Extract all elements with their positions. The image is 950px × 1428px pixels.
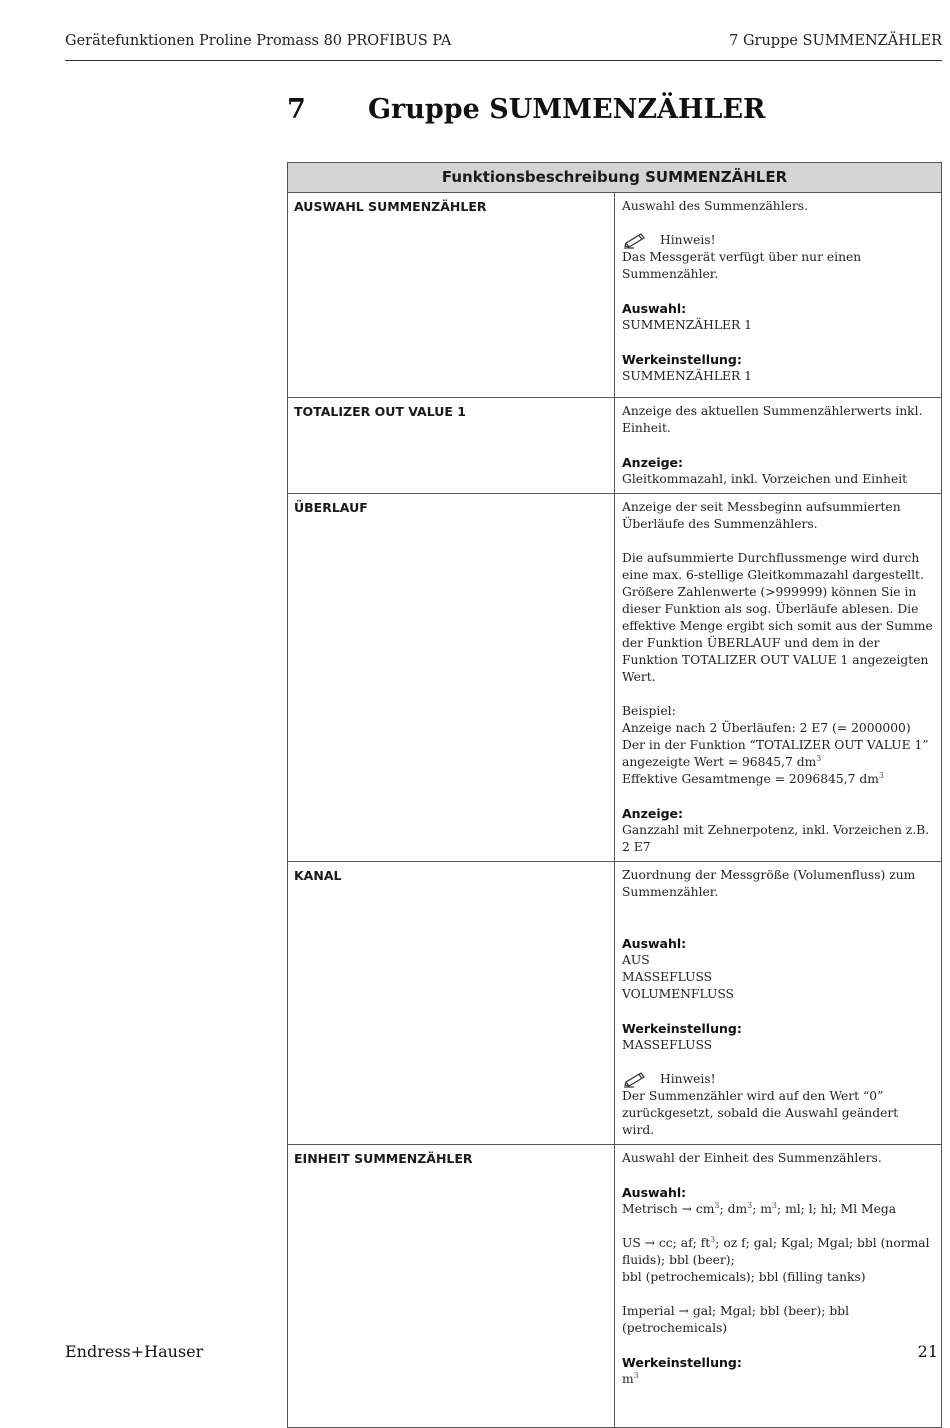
function-name-auswahl-summenzaehler: AUSWAHL SUMMENZÄHLER	[288, 193, 615, 398]
function-name-einheit-summenzaehler: EINHEIT SUMMENZÄHLER	[288, 1145, 615, 1428]
werkeinstellung-label: Werkeinstellung:	[622, 352, 742, 367]
werkeinstellung-value: SUMMENZÄHLER 1	[622, 369, 752, 383]
auswahl-label: Auswahl:	[622, 301, 687, 316]
example-line: Effektive Gesamtmenge = 2096845,7 $dm^3$	[622, 770, 884, 786]
note-text: Das Messgerät verfügt über nur einen Summenzähler.	[622, 250, 862, 281]
auswahl-value: SUMMENZÄHLER 1	[622, 318, 752, 332]
imperial-units: Imperial → gal; Mgal; bbl (beer); bbl (petrochemicals)	[622, 1304, 850, 1335]
note-block	[622, 232, 934, 283]
footer-brand: Endress+Hauser	[65, 1342, 204, 1361]
page-number: 21	[917, 1342, 938, 1361]
example-line: Der in der Funktion “TOTALIZER OUT VALUE 1” angezeigte Wert = 96845,7 $dm^3$	[622, 738, 929, 769]
auswahl-block	[622, 300, 934, 334]
function-description	[615, 862, 942, 1145]
chapter-title-text: Gruppe SUMMENZÄHLER	[368, 94, 766, 125]
intro-text: Anzeige des aktuellen Summenzählerwerts inkl. Einheit.	[622, 404, 923, 435]
function-description	[615, 494, 942, 862]
intro-text: Anzeige der seit Messbeginn aufsummierten Überläufe des Summenzählers.	[622, 500, 901, 531]
running-header-left: Gerätefunktionen Proline Promass 80 PROFIBUS PA	[65, 33, 452, 49]
option-item: MASSEFLUSS	[622, 970, 713, 984]
table-row	[288, 494, 942, 862]
function-description	[615, 398, 942, 494]
function-name-totalizer-out-value-1: TOTALIZER OUT VALUE 1	[288, 398, 615, 494]
table-row	[288, 1145, 942, 1428]
anzeige-value: Ganzzahl mit Zehnerpotenz, inkl. Vorzeichen z.B. 2 E7	[622, 823, 930, 854]
werkeinstellung-value: MASSEFLUSS	[622, 1038, 713, 1052]
auswahl-label: Auswahl:	[622, 1185, 687, 1200]
us-units: US → cc; af; $ft^3$; oz f; gal; Kgal; Mgal; bbl (normal fluids); bbl (beer); bbl (petrochemicals); bbl (filling tanks)	[622, 1234, 930, 1284]
anzeige-value: Gleitkommazahl, inkl. Vorzeichen und Einheit	[622, 472, 908, 486]
header-rule	[65, 60, 942, 61]
anzeige-block	[622, 454, 934, 488]
metric-units: Metrisch → $cm^3$; $dm^3$; $m^3$; ml; l; hl; Ml Mega	[622, 1200, 897, 1216]
function-name-kanal: KANAL	[288, 862, 615, 1145]
intro-text: Auswahl der Einheit des Summenzählers.	[622, 1151, 882, 1165]
function-description	[615, 193, 942, 398]
note-text: Der Summenzähler wird auf den Wert “0” zurückgesetzt, sobald die Auswahl geändert wird.	[622, 1089, 899, 1137]
option-item: AUS	[622, 953, 650, 967]
werkeinstellung-value: $m^3$	[622, 1370, 639, 1386]
intro-text: Auswahl des Summenzählers.	[622, 199, 808, 213]
function-name-ueberlauf: ÜBERLAUF	[288, 494, 615, 862]
anzeige-label: Anzeige:	[622, 806, 684, 821]
table-heading: Funktionsbeschreibung SUMMENZÄHLER	[288, 163, 942, 193]
table-row	[288, 862, 942, 1145]
anzeige-block	[622, 805, 934, 856]
option-item: VOLUMENFLUSS	[622, 987, 734, 1001]
example-label: Beispiel:	[622, 704, 676, 718]
explanation-paragraph: Die aufsummierte Durchflussmenge wird durch eine max. 6-stellige Gleitkommazahl dargestellt. Größere Zahlenwerte (>999999) können Sie in dieser Funktion als sog. Überläufe ablesen. Die effektive Menge ergibt sich somit aus der Summe der Funktion ÜBERLAUF und dem in der Funktion TOTALIZER OUT VALUE 1 angezeigten Wert.	[622, 551, 933, 684]
auswahl-block	[622, 935, 934, 1003]
werkeinstellung-label: Werkeinstellung:	[622, 1355, 742, 1370]
running-header-right: 7 Gruppe SUMMENZÄHLER	[729, 33, 942, 49]
note-label: Hinweis!	[660, 233, 716, 247]
table-row	[288, 398, 942, 494]
werkeinstellung-block	[622, 1020, 934, 1054]
function-description-table	[287, 162, 942, 1428]
werkeinstellung-label: Werkeinstellung:	[622, 1021, 742, 1036]
pencil-icon	[622, 1072, 648, 1088]
table-row	[288, 193, 942, 398]
anzeige-label: Anzeige:	[622, 455, 684, 470]
auswahl-block	[622, 1184, 934, 1218]
pencil-icon	[622, 233, 648, 249]
example-block	[622, 703, 934, 788]
note-block	[622, 1071, 934, 1139]
note-label: Hinweis!	[660, 1072, 716, 1086]
intro-text: Zuordnung der Messgröße (Volumenfluss) zum Summenzähler.	[622, 868, 916, 899]
chapter-number: 7	[287, 94, 306, 125]
werkeinstellung-block	[622, 351, 934, 385]
chapter-title	[287, 94, 766, 125]
function-description	[615, 1145, 942, 1428]
auswahl-label: Auswahl:	[622, 936, 687, 951]
example-line: Anzeige nach 2 Überläufen: 2 E7 (= 2000000)	[622, 721, 911, 735]
werkeinstellung-block	[622, 1354, 934, 1388]
